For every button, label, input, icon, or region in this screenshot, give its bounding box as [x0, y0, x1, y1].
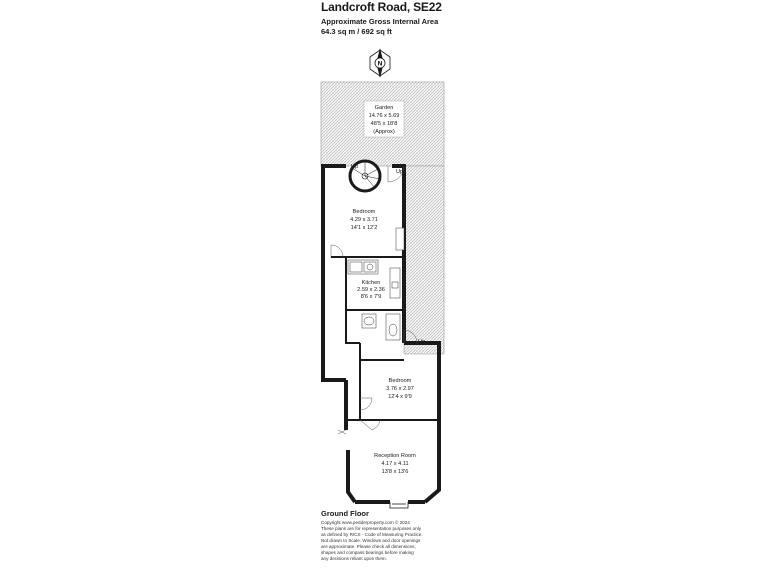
kitchen-metric: 2.59 x 2.36	[357, 287, 385, 293]
copyright-line: Copyright www.pedderproperty.com © 2024	[321, 520, 410, 525]
kitchen-imperial: 8'6 x 7'9	[360, 294, 382, 300]
compass-letter: N	[377, 60, 383, 68]
garden-note: (Approx)	[373, 129, 395, 135]
garden-name: Garden	[374, 105, 394, 111]
copyright-line: are approximate. Please check all dimensions,	[321, 544, 416, 549]
copyright-notice	[321, 520, 451, 562]
area-value: 64.3 sq m / 692 sq ft	[321, 27, 392, 36]
bedroom2-label	[386, 378, 414, 400]
page-title: Landcroft Road, SE22	[321, 0, 442, 14]
bedroom1-label	[350, 209, 378, 231]
up-stair-marker: Up	[351, 164, 359, 170]
bedroom2-metric: 3.76 x 2.97	[386, 386, 414, 392]
copyright-line: any decisions reliant upon them.	[321, 556, 387, 561]
bedroom1-imperial: 14'1 x 12'2	[350, 225, 378, 231]
reception-metric: 4.17 x 4.11	[381, 461, 409, 467]
reception-imperial: 13'8 x 13'6	[381, 469, 409, 475]
copyright-line: shapes and compass bearings before making	[321, 550, 414, 555]
floor-label: Ground Floor	[321, 509, 369, 518]
copyright-line: Not drawn to Scale. Windows and door openings	[321, 538, 421, 543]
up-door2-marker: Up	[418, 339, 426, 345]
bedroom1-metric: 4.29 x 3.71	[350, 217, 378, 223]
kitchen-name: Kitchen	[361, 280, 381, 286]
kitchen-label	[357, 280, 385, 300]
reception-name: Reception Room	[374, 453, 416, 459]
bay-window	[390, 502, 408, 508]
bedroom1-name: Bedroom	[352, 209, 376, 215]
bedroom2-imperial: 12'4 x 9'9	[388, 394, 412, 400]
copyright-line: as defined by RICS - Code of Measuring Practice.	[321, 532, 423, 537]
copyright-line: These plans are for representation purposes only	[321, 526, 422, 531]
garden-metric: 14.76 x 5.69	[368, 113, 400, 119]
reception-label	[374, 453, 416, 475]
compass-icon	[370, 48, 390, 78]
garden-imperial: 48'5 x 18'8	[370, 121, 398, 127]
area-label: Approximate Gross Internal Area	[321, 17, 439, 26]
up-door1-marker: Up	[396, 169, 404, 175]
bedroom2-name: Bedroom	[388, 378, 412, 384]
